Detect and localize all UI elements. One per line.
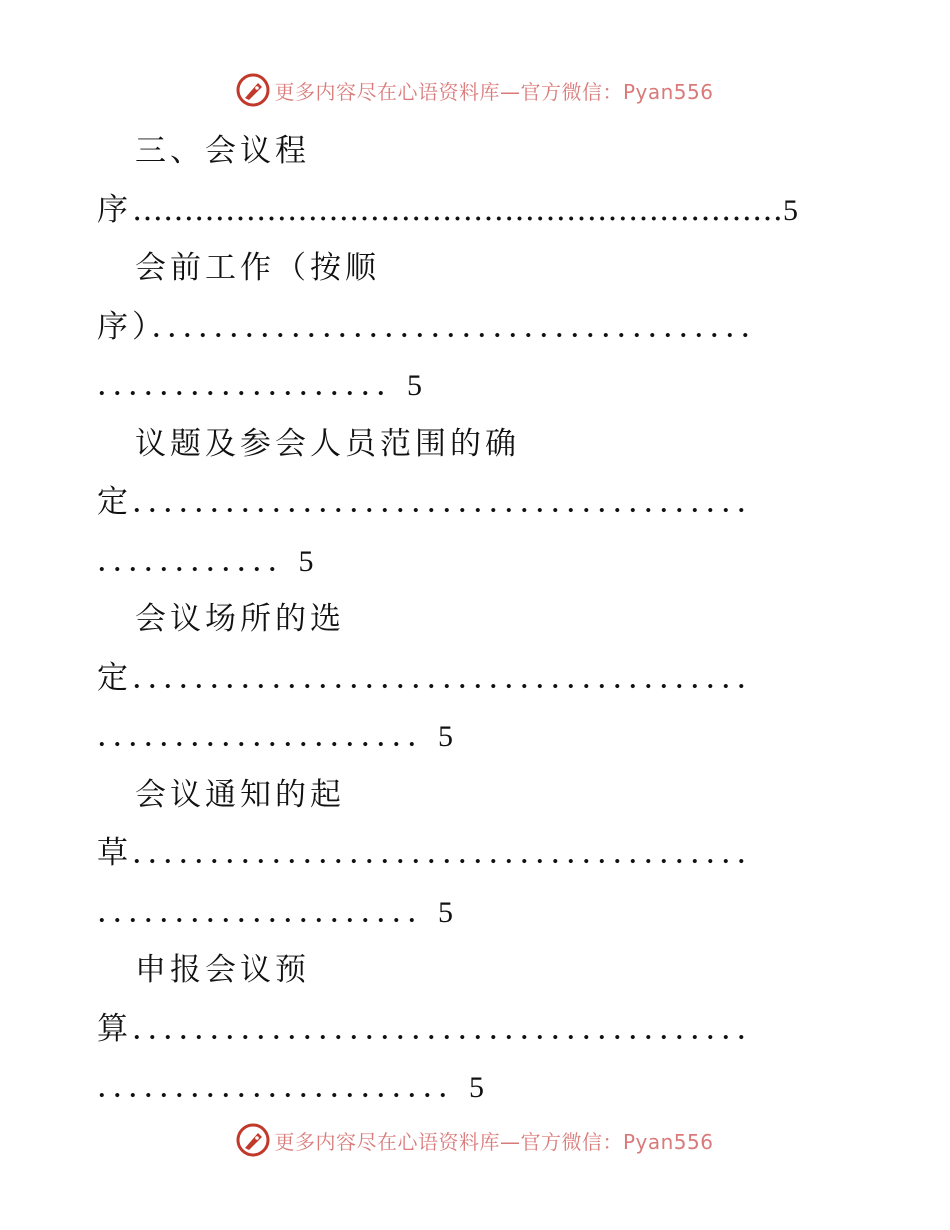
page-number: 5 [438,720,453,753]
dot-leader: ．．．．．．．．．．．．．．．．．．．．．．． [97,1069,469,1105]
toc-entry-title: 会议场所的选 [135,601,345,637]
dot-leader: ．．．．．．．．．．．． [97,542,299,579]
footer-watermark [0,1120,950,1160]
dot-leader: ．．．．．．．．．．．．．．．．．．． [97,367,407,403]
toc-entry-title: 三、会议程 [135,133,310,169]
watermark-text: 更多内容尽在心语资料库—官方微信：Pyan556 [274,79,714,104]
toc-entry-title: 会议通知的起 [135,776,345,813]
pen-nib-logo-icon [236,1123,270,1157]
dot-leader: ．．．．．．．．．．．．．．．．．．．．． [97,718,438,754]
toc-entry-leader-continued [97,1058,857,1117]
toc-entry-leader [97,181,857,240]
dot-leader: ．．．．．．．．．．．．．．．．．．．．． [97,893,438,930]
page-number: 5 [298,544,314,578]
toc-entry-leader [97,1000,857,1059]
toc-title-tail: 序 [97,191,132,228]
toc-entry-leader-continued [97,356,857,415]
toc-entry-title: 申报会议预 [135,952,310,988]
toc-title-tail: 定 [97,659,132,696]
toc-title-tail: 序） [97,308,152,345]
toc-entry-title: 会前工作（按顺 [135,250,380,286]
toc-entry-title: 议题及参会人员范围的确 [135,425,520,462]
page-number: 5 [438,895,453,929]
header-watermark [0,70,950,110]
toc-entry-leader-continued [97,532,857,591]
page-number: 5 [407,369,422,402]
toc-title-tail: 算 [97,1010,132,1047]
dot-leader: ．．．．．．．．．．．．．．．．．．．．．．．．．．．．．．．．．．．．．．． [151,308,772,345]
toc-title-tail: 草 [97,835,132,871]
toc-entry-leader [97,298,857,357]
table-of-contents [97,122,857,1117]
dot-leader: ．．．．．．．．．．．．．．．．．．．．．．．．．．．．．．．．．．．．．．．． [132,1010,768,1047]
toc-entry-leader [97,473,857,532]
toc-entry-leader-continued [97,707,857,766]
dot-leader: ．．．．．．．．．．．．．．．．．．．．．．．．．．．．．．．．．．．．．．．． [132,659,768,696]
page-number: 5 [469,1071,484,1104]
page-number: 5 [783,193,798,227]
toc-title-tail: 定 [97,484,132,520]
dot-leader: ……………………………………………………… [132,191,783,228]
dot-leader: ．．．．．．．．．．．．．．．．．．．．．．．．．．．．．．．．．．．．．．．． [132,484,768,520]
pen-nib-logo-icon [236,73,270,107]
toc-entry-leader [97,649,857,708]
toc-entry-leader-continued [97,883,857,942]
toc-entry-leader [97,824,857,883]
watermark-text: 更多内容尽在心语资料库—官方微信：Pyan556 [274,1129,714,1154]
dot-leader: ．．．．．．．．．．．．．．．．．．．．．．．．．．．．．．．．．．．．．．．． [132,835,768,871]
